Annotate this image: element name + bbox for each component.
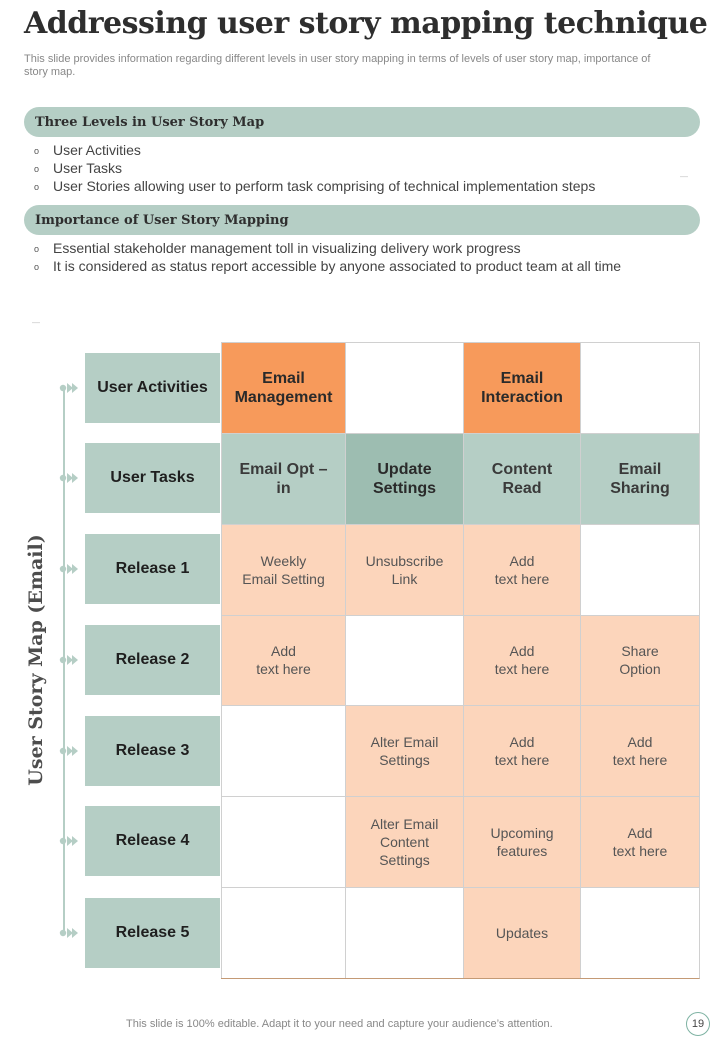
story-map-cell: Add text here — [221, 615, 345, 706]
story-map-cell: Upcoming features — [463, 796, 580, 887]
story-map-cell — [345, 615, 463, 706]
bullet-marker: o — [34, 244, 40, 254]
page-number: 19 — [686, 1012, 710, 1036]
story-map-cell: Add text here — [463, 524, 580, 615]
story-map-cell: Weekly Email Setting — [221, 524, 345, 615]
section-heading-text: Importance of User Story Mapping — [35, 213, 289, 228]
story-map-cell: Email Opt – in — [221, 433, 345, 524]
story-map-cell: Add text here — [580, 796, 699, 887]
row-label-release-1: Release 1 — [85, 534, 220, 604]
levels-bullet-list — [34, 142, 694, 196]
row-label-release-2: Release 2 — [85, 625, 220, 695]
story-map-cell: Content Read — [463, 433, 580, 524]
section-heading-levels — [24, 107, 700, 137]
row-label-user-tasks: User Tasks — [85, 443, 220, 513]
bullet-marker: o — [34, 164, 40, 174]
row-label-user-activities: User Activities — [85, 353, 220, 423]
chevron-right-icon — [58, 381, 80, 395]
story-map-cell: Email Interaction — [463, 342, 580, 433]
story-map-cell — [221, 796, 345, 887]
story-map-cell: Alter Email Settings — [345, 705, 463, 796]
chevron-right-icon — [58, 562, 80, 576]
page-subtitle: This slide provides information regarding different levels in user story mapping in terms of levels of user story map, importance of story map. — [24, 53, 651, 78]
bullet-marker: o — [34, 262, 40, 272]
importance-bullet-list — [34, 240, 694, 276]
decorative-dash: — — [680, 172, 688, 181]
story-map-cell: Update Settings — [345, 433, 463, 524]
chevron-right-icon — [58, 926, 80, 940]
chevron-right-icon — [58, 653, 80, 667]
chevron-right-icon — [58, 834, 80, 848]
row-label-release-5: Release 5 — [85, 898, 220, 968]
story-map-cell: Add text here — [463, 615, 580, 706]
list-item: o User Tasks — [34, 160, 122, 176]
section-heading-importance — [24, 205, 700, 235]
story-map-cell: Updates — [463, 887, 580, 978]
list-item: o User Activities — [34, 142, 141, 158]
row-label-release-4: Release 4 — [85, 806, 220, 876]
page-title: Addressing user story mapping technique — [24, 6, 708, 41]
decorative-dash: — — [32, 318, 40, 327]
bullet-marker: o — [34, 146, 40, 156]
chevron-right-icon — [58, 471, 80, 485]
story-map-cell: Alter Email Content Settings — [345, 796, 463, 887]
story-map-cell: Add text here — [580, 705, 699, 796]
list-item: o User Stories allowing user to perform task comprising of technical implementation steps — [34, 178, 596, 194]
row-label-release-3: Release 3 — [85, 716, 220, 786]
bullet-marker: o — [34, 182, 40, 192]
story-map-cell: Share Option — [580, 615, 699, 706]
story-map-cell: Unsubscribe Link — [345, 524, 463, 615]
story-map-axis-label: User Story Map (Email) — [25, 534, 47, 786]
footer-note: This slide is 100% editable. Adapt it to your need and capture your audience’s attention. — [126, 1018, 553, 1030]
story-map-cell — [221, 705, 345, 796]
story-map-cell: Add text here — [463, 705, 580, 796]
list-item: o It is considered as status report accessible by anyone associated to product team at all time — [34, 258, 622, 274]
story-map-cell: Email Management — [221, 342, 345, 433]
story-map-cell: Email Sharing — [580, 433, 699, 524]
chevron-right-icon — [58, 744, 80, 758]
story-map-cell — [580, 524, 699, 615]
story-map-grid — [221, 342, 700, 979]
story-map-cell — [221, 887, 345, 978]
list-item: o Essential stakeholder management toll in visualizing delivery work progress — [34, 240, 521, 256]
story-map-cell — [580, 342, 699, 433]
section-heading-text: Three Levels in User Story Map — [35, 115, 265, 130]
story-map-cell — [345, 887, 463, 978]
story-map-cell — [345, 342, 463, 433]
story-map-cell — [580, 887, 699, 978]
